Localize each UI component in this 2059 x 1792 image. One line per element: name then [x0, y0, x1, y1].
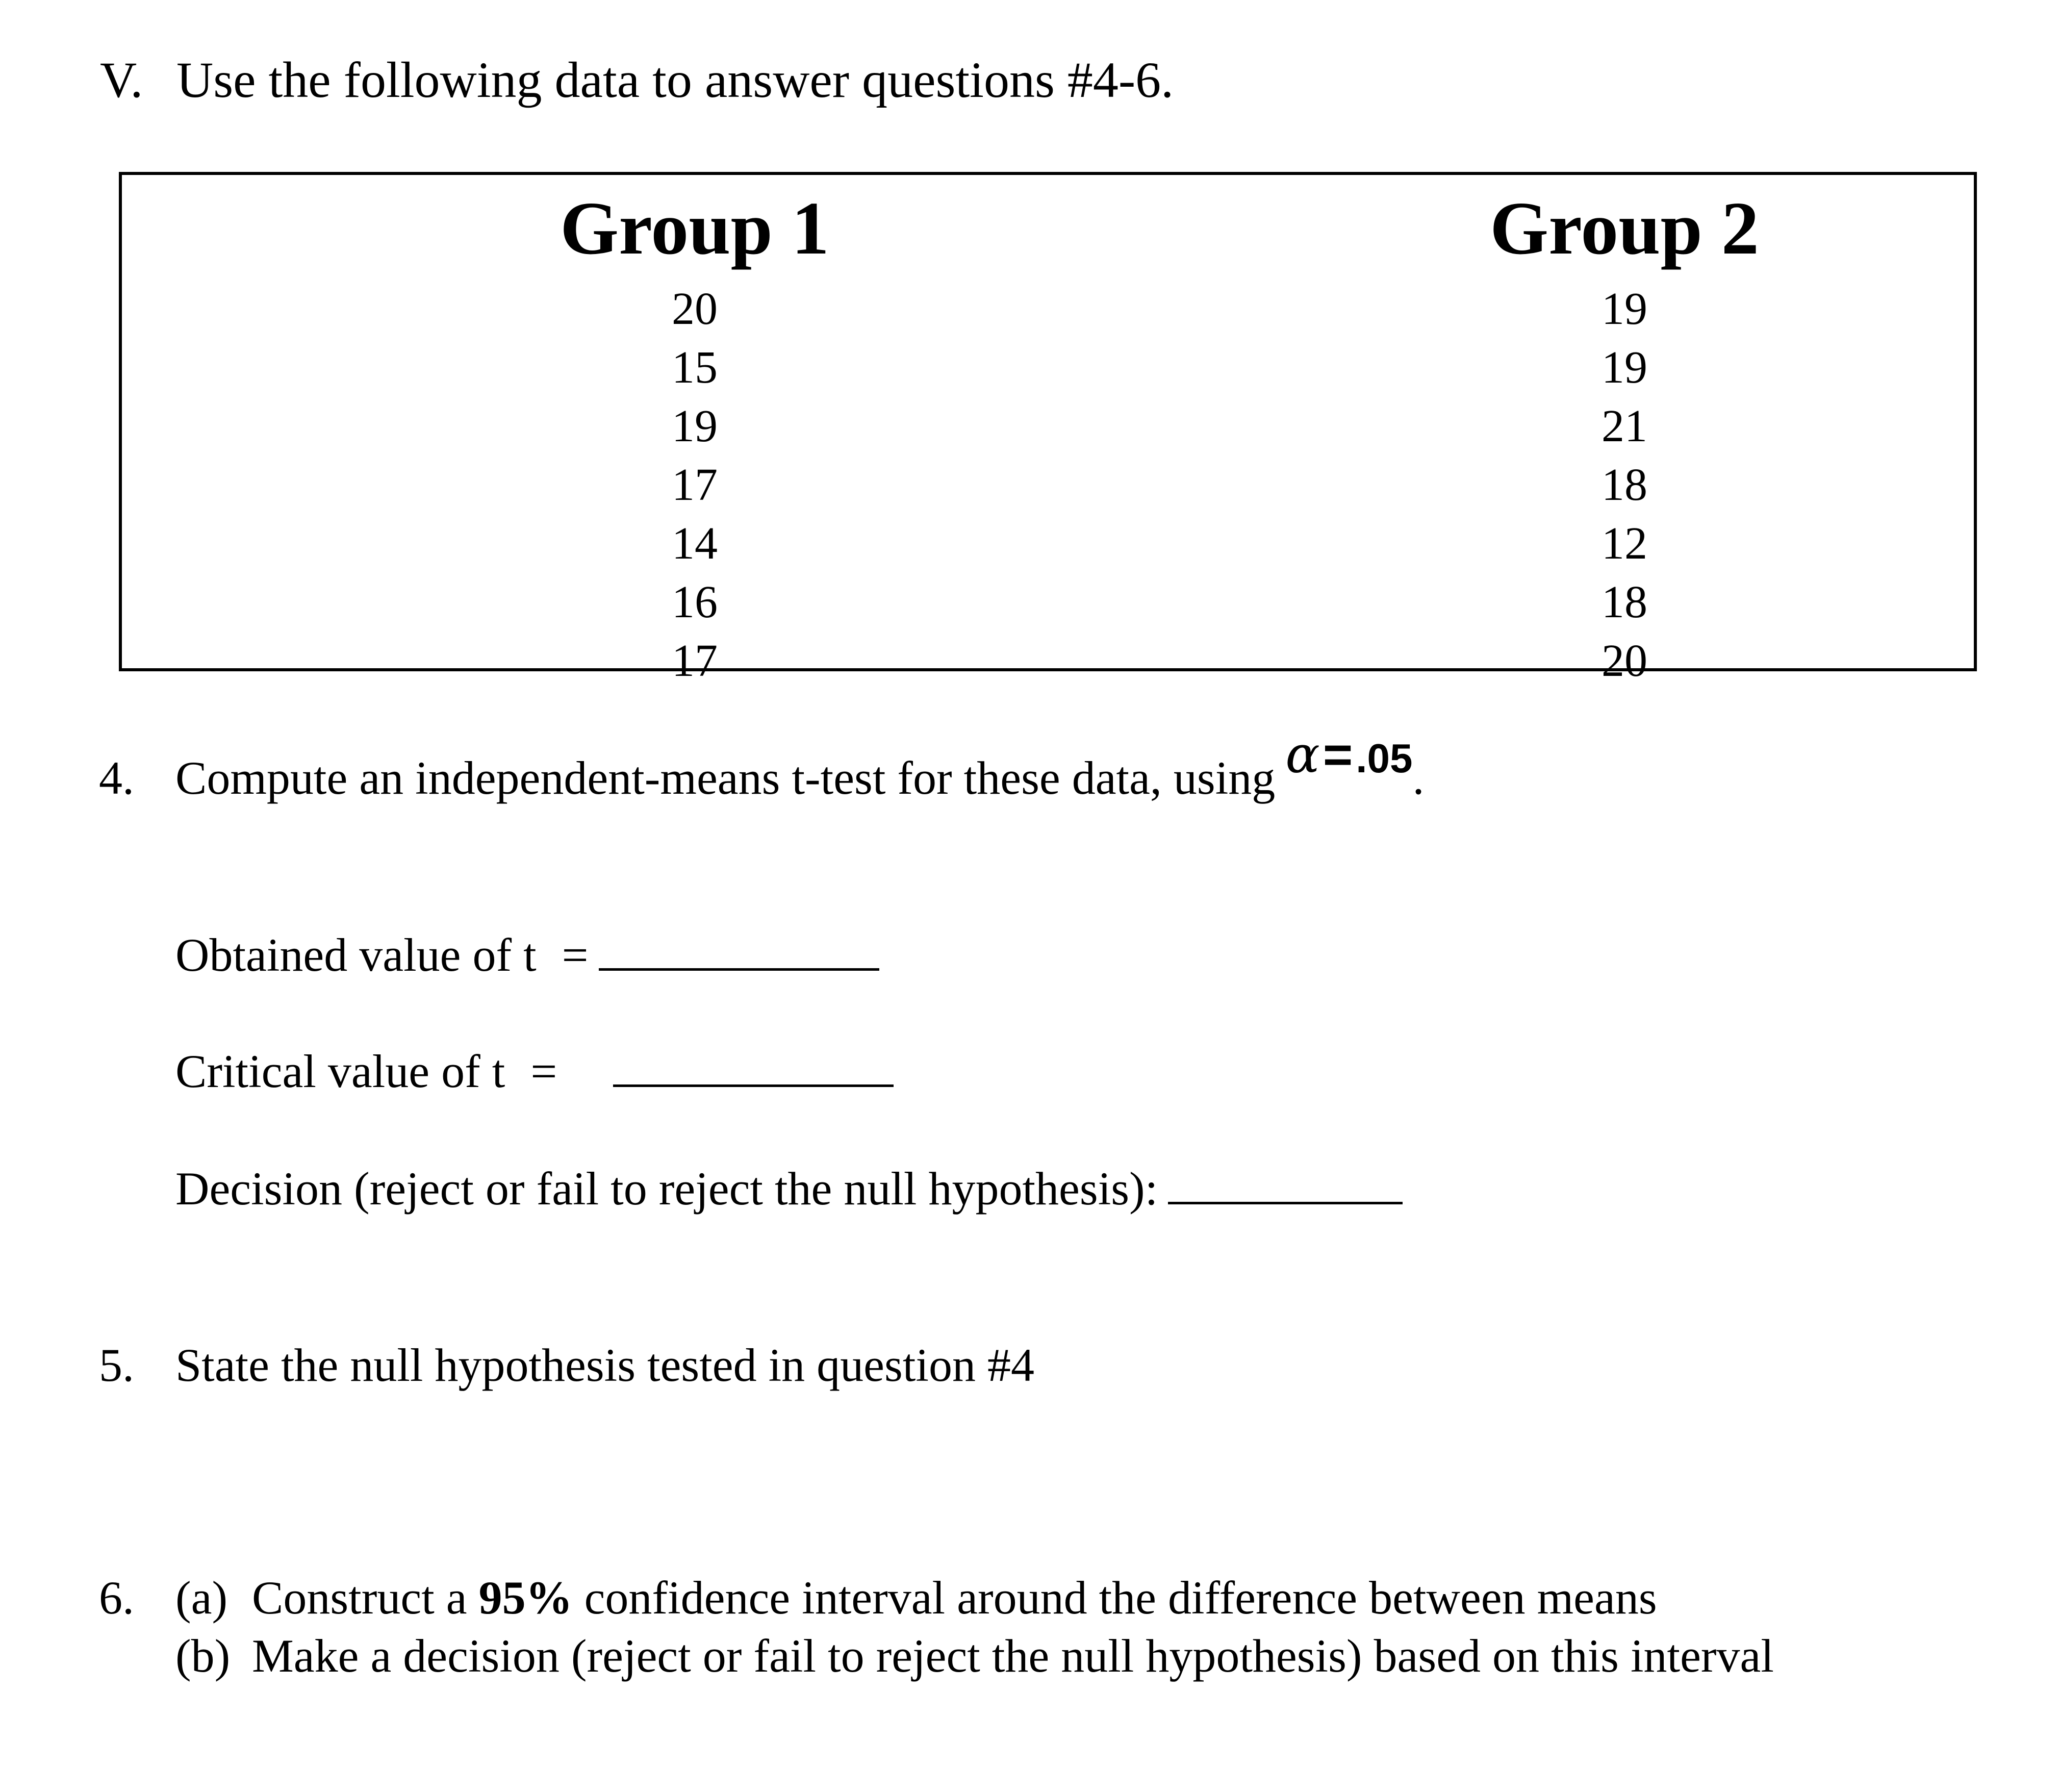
group-2-values	[1446, 280, 1803, 690]
table-cell: 20	[672, 284, 718, 334]
obtained-t-equals: =	[562, 929, 589, 981]
table-cell: 18	[1602, 460, 1647, 510]
question-6-part-a	[99, 1567, 1774, 1628]
table-cell: 20	[1602, 636, 1647, 686]
part-b-text: Make a decision (reject or fail to reject the null hypothesis) based on this interval	[252, 1630, 1774, 1682]
question-4-text: Compute an independent-means t-test for these data, using	[175, 752, 1276, 804]
alpha-equals: =	[1323, 726, 1353, 784]
question-4-number: 4.	[99, 752, 134, 804]
alpha-symbol: α	[1285, 725, 1320, 785]
section-heading	[100, 47, 1174, 113]
critical-t-label: Critical value of t	[175, 1045, 505, 1097]
alpha-value: .05	[1356, 736, 1413, 781]
table-cell: 12	[1602, 518, 1647, 569]
group-1-values	[516, 280, 873, 690]
group-1-column	[516, 175, 873, 690]
table-cell: 15	[672, 342, 718, 393]
question-6-number: 6.	[99, 1572, 134, 1624]
part-a-confidence-level: 95%	[478, 1572, 573, 1624]
decision-blank[interactable]	[1168, 1162, 1403, 1204]
part-a-label: (a)	[175, 1572, 228, 1624]
table-cell: 19	[1602, 342, 1647, 393]
group-2-column	[1446, 175, 1803, 690]
critical-t-blank[interactable]	[613, 1045, 894, 1087]
section-heading-text: Use the following data to answer questions #4-6.	[176, 52, 1174, 108]
question-5-text: State the null hypothesis tested in question #4	[175, 1339, 1034, 1391]
critical-t-equals: =	[530, 1045, 557, 1097]
table-cell: 19	[1602, 284, 1647, 334]
group-2-header: Group 2	[1490, 187, 1759, 270]
decision-label: Decision (reject or fail to reject the null hypothesis):	[175, 1163, 1158, 1215]
group-1-header: Group 1	[560, 187, 829, 270]
decision-line	[175, 1158, 1403, 1219]
question-6	[99, 1567, 1774, 1686]
section-roman-numeral: V.	[100, 52, 143, 108]
part-a-suffix: confidence interval around the difference between means	[584, 1572, 1657, 1624]
table-cell: 17	[672, 460, 718, 510]
question-5	[99, 1334, 1034, 1396]
question-5-number: 5.	[99, 1339, 134, 1391]
question-6-part-b	[99, 1625, 1774, 1686]
data-table	[119, 172, 1977, 686]
obtained-t-label: Obtained value of t	[175, 929, 537, 981]
obtained-t-line	[175, 924, 879, 986]
question-4	[99, 725, 1425, 811]
table-cell: 18	[1602, 577, 1647, 627]
critical-t-line	[175, 1041, 894, 1102]
table-cell: 21	[1602, 401, 1647, 451]
question-4-period: .	[1412, 752, 1425, 804]
part-a-prefix: Construct a	[252, 1572, 467, 1624]
table-cell: 16	[672, 577, 718, 627]
table-cell: 17	[672, 636, 718, 686]
obtained-t-blank[interactable]	[599, 928, 879, 971]
alpha-expression	[1285, 724, 1412, 789]
table-cell: 14	[672, 518, 718, 569]
table-cell: 19	[672, 401, 718, 451]
part-b-label: (b)	[175, 1630, 231, 1682]
